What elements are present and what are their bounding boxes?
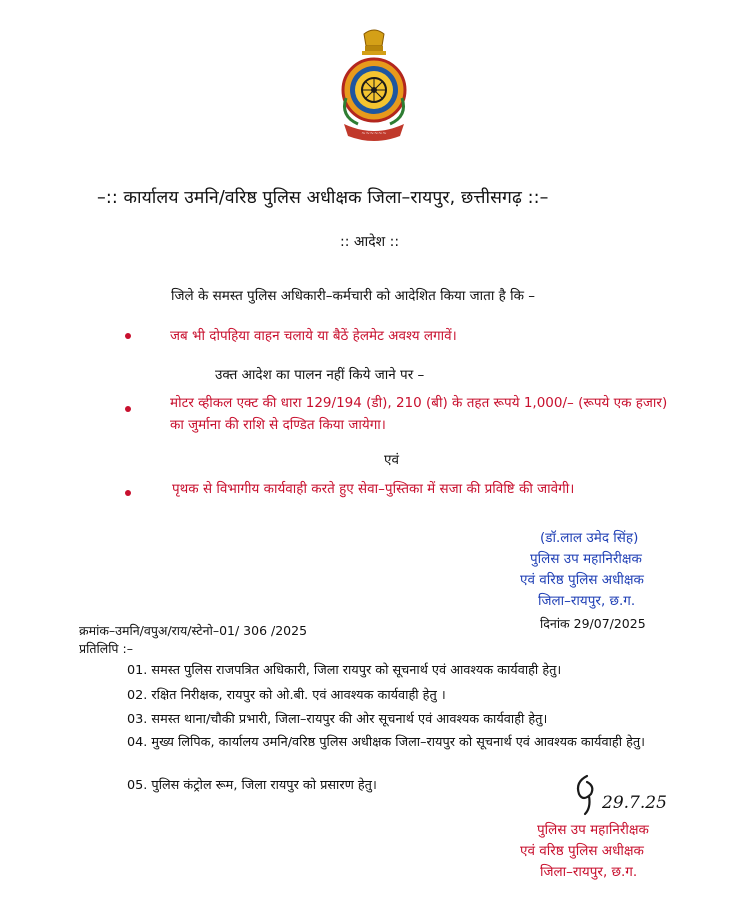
copy-to-label: प्रतिलिपि :– bbox=[79, 641, 133, 656]
intro-text: जिले के समस्त पुलिस अधिकारी–कर्मचारी को आदेशित किया जाता है कि – bbox=[171, 288, 535, 304]
order-point-departmental: पृथक से विभागीय कार्यवाही करते हुए सेवा–पुस्तिका में सजा की प्रविष्टि की जावेगी। bbox=[172, 481, 575, 497]
non-compliance-text: उक्त आदेश का पालन नहीं किये जाने पर – bbox=[215, 367, 425, 383]
copy-item: 01. समस्त पुलिस राजपत्रित अधिकारी, जिला रायपुर को सूचनार्थ एवं आवश्यक कार्यवाही हेतु। bbox=[127, 663, 562, 678]
handwritten-date: 29.7.25 bbox=[602, 793, 667, 813]
police-emblem-icon bbox=[338, 28, 410, 146]
reference-date: दिनांक 29/07/2025 bbox=[540, 616, 646, 631]
copy-item: 04. मुख्य लिपिक, कार्यालय उमनि/वरिष्ठ पुलिस अधीक्षक जिला–रायपुर को सूचनार्थ एवं आवश्यक कार्यवाही हेतु। bbox=[127, 735, 646, 750]
order-point-fine: मोटर व्हीकल एक्ट की धारा 129/194 (डी), 210 (बी) के तहत रूपये 1,000/– (रूपये एक हजार) का जुर्माना की राशि से दण्डित किया जायेगा। bbox=[170, 395, 668, 433]
signatory-2-designation-1: पुलिस उप महानिरीक्षक bbox=[537, 822, 649, 838]
signatory-name: (डॉ.लाल उमेद सिंह) bbox=[540, 530, 639, 546]
signatory-2-place: जिला–रायपुर, छ.ग. bbox=[540, 864, 638, 880]
copy-item: 02. रक्षित निरीक्षक, रायपुर को ओ.बी. एवं आवश्यक कार्यवाही हेतु । bbox=[127, 688, 446, 703]
svg-text:~~~~~~: ~~~~~~ bbox=[361, 131, 387, 137]
office-heading: –:: कार्यालय उमनि/वरिष्ठ पुलिस अधीक्षक जिला–रायपुर, छत्तीसगढ़ ::– bbox=[97, 188, 549, 208]
signatory-designation-1: पुलिस उप महानिरीक्षक bbox=[530, 551, 642, 567]
red-bullet-icon bbox=[125, 406, 131, 412]
and-text: एवं bbox=[384, 452, 399, 468]
signatory-place: जिला–रायपुर, छ.ग. bbox=[538, 593, 636, 609]
red-bullet-icon bbox=[125, 333, 131, 339]
order-point-helmet: जब भी दोपहिया वाहन चलाये या बैठें हेलमेट अवश्य लगावें। bbox=[170, 328, 457, 344]
copy-item: 03. समस्त थाना/चौकी प्रभारी, जिला–रायपुर की ओर सूचनार्थ एवं आवश्यक कार्यवाही हेतु। bbox=[127, 712, 548, 727]
red-bullet-icon bbox=[125, 490, 131, 496]
order-label: :: आदेश :: bbox=[340, 234, 400, 250]
reference-number: क्रमांक–उमनि/वपुअ/राय/स्टेनो–01/ 306 /2025 bbox=[79, 623, 308, 638]
signatory-2-designation-2: एवं वरिष्ठ पुलिस अधीक्षक bbox=[520, 843, 644, 859]
signatory-designation-2: एवं वरिष्ठ पुलिस अधीक्षक bbox=[520, 572, 644, 588]
copy-item: 05. पुलिस कंट्रोल रूम, जिला रायपुर को प्रसारण हेतु। bbox=[127, 778, 377, 793]
